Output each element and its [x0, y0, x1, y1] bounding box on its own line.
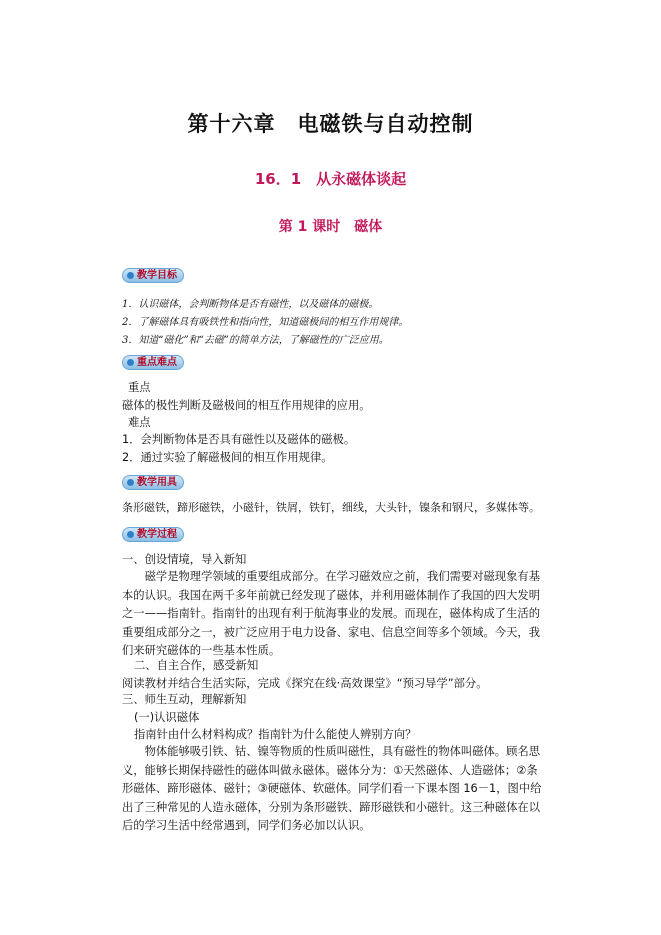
chapter-title: 第十六章 电磁铁与自动控制 — [187, 111, 474, 136]
step1-heading: 一、创设情境，导入新知 — [122, 553, 247, 566]
question-text: 指南针由什么材料构成？指南针为什么能使人辨别方向？ — [134, 728, 417, 741]
difficulty-item: 2．通过实验了解磁极间的相互作用规律。 — [122, 451, 333, 464]
difficulty-label: 难点 — [128, 416, 151, 429]
sub1-paragraph: 物体能够吸引铁、钴、镍等物质的性质叫磁性，具有磁性的物体叫磁体。顾名思义，能够长期保持磁性的磁体叫做永磁体。磁体分为：①天然磁体、人造磁体；②条形磁体、蹄形磁体、磁针；③硬磁体、软磁体。同学们看一下课本图 16－1，图中给出了三种常见的人造永磁体，分别为条形磁铁、蹄形磁铁和小磁针。这三种磁体在以后的学习生活中经常遇到，同学们务必加以认识。 — [122, 745, 542, 832]
step1-paragraph: 磁学是物理学领域的重要组成部分。在学习磁效应之前，我们需要对磁现象有基本的认识。我国在两千多年前就已经发现了磁体，并利用磁体制作了我国的四大发明之一——指南针。指南针的出现有利于航海事业的发展。而现在，磁体构成了生活的重要组成部分之一，被广泛应用于电力设备、家电、信息空间等多个领域。今天，我们来研究磁体的一些基本性质。 — [122, 570, 540, 657]
process-badge: 教学过程 — [122, 527, 184, 542]
tools-badge: 教学用具 — [122, 475, 184, 490]
key-label: 重点 — [128, 381, 151, 394]
objective-item: 2．了解磁体具有吸铁性和指向性，知道磁极间的相互作用规律。 — [122, 317, 409, 328]
step3-heading: 三、师生互动，理解新知 — [122, 693, 247, 706]
objectives-badge: 教学目标 — [122, 268, 184, 283]
sub1-heading: (一)认识磁体 — [134, 711, 200, 724]
key-points-badge: 重点难点 — [122, 355, 184, 370]
lesson-title: 第 1 课时 磁体 — [278, 219, 383, 235]
step2-heading: 二、自主合作，感受新知 — [134, 659, 259, 672]
step2-text: 阅读教材并结合生活实际，完成《探究在线·高效课堂》“预习导学”部分。 — [122, 677, 488, 690]
difficulty-item: 1．会判断物体是否具有磁性以及磁体的磁极。 — [122, 433, 356, 446]
objective-item: 1．认识磁体，会判断物体是否有磁性，以及磁体的磁极。 — [122, 299, 379, 310]
objective-item: 3．知道“磁化”和“去磁”的简单方法，了解磁性的广泛应用。 — [122, 335, 389, 346]
section-title: 16．1 从永磁体谈起 — [254, 170, 407, 188]
tools-text: 条形磁铁，蹄形磁铁，小磁针，铁屑，铁钉，细线，大头针，镍条和钢尺，多媒体等。 — [122, 501, 540, 514]
key-text: 磁体的极性判断及磁极间的相互作用规律的应用。 — [122, 399, 371, 412]
